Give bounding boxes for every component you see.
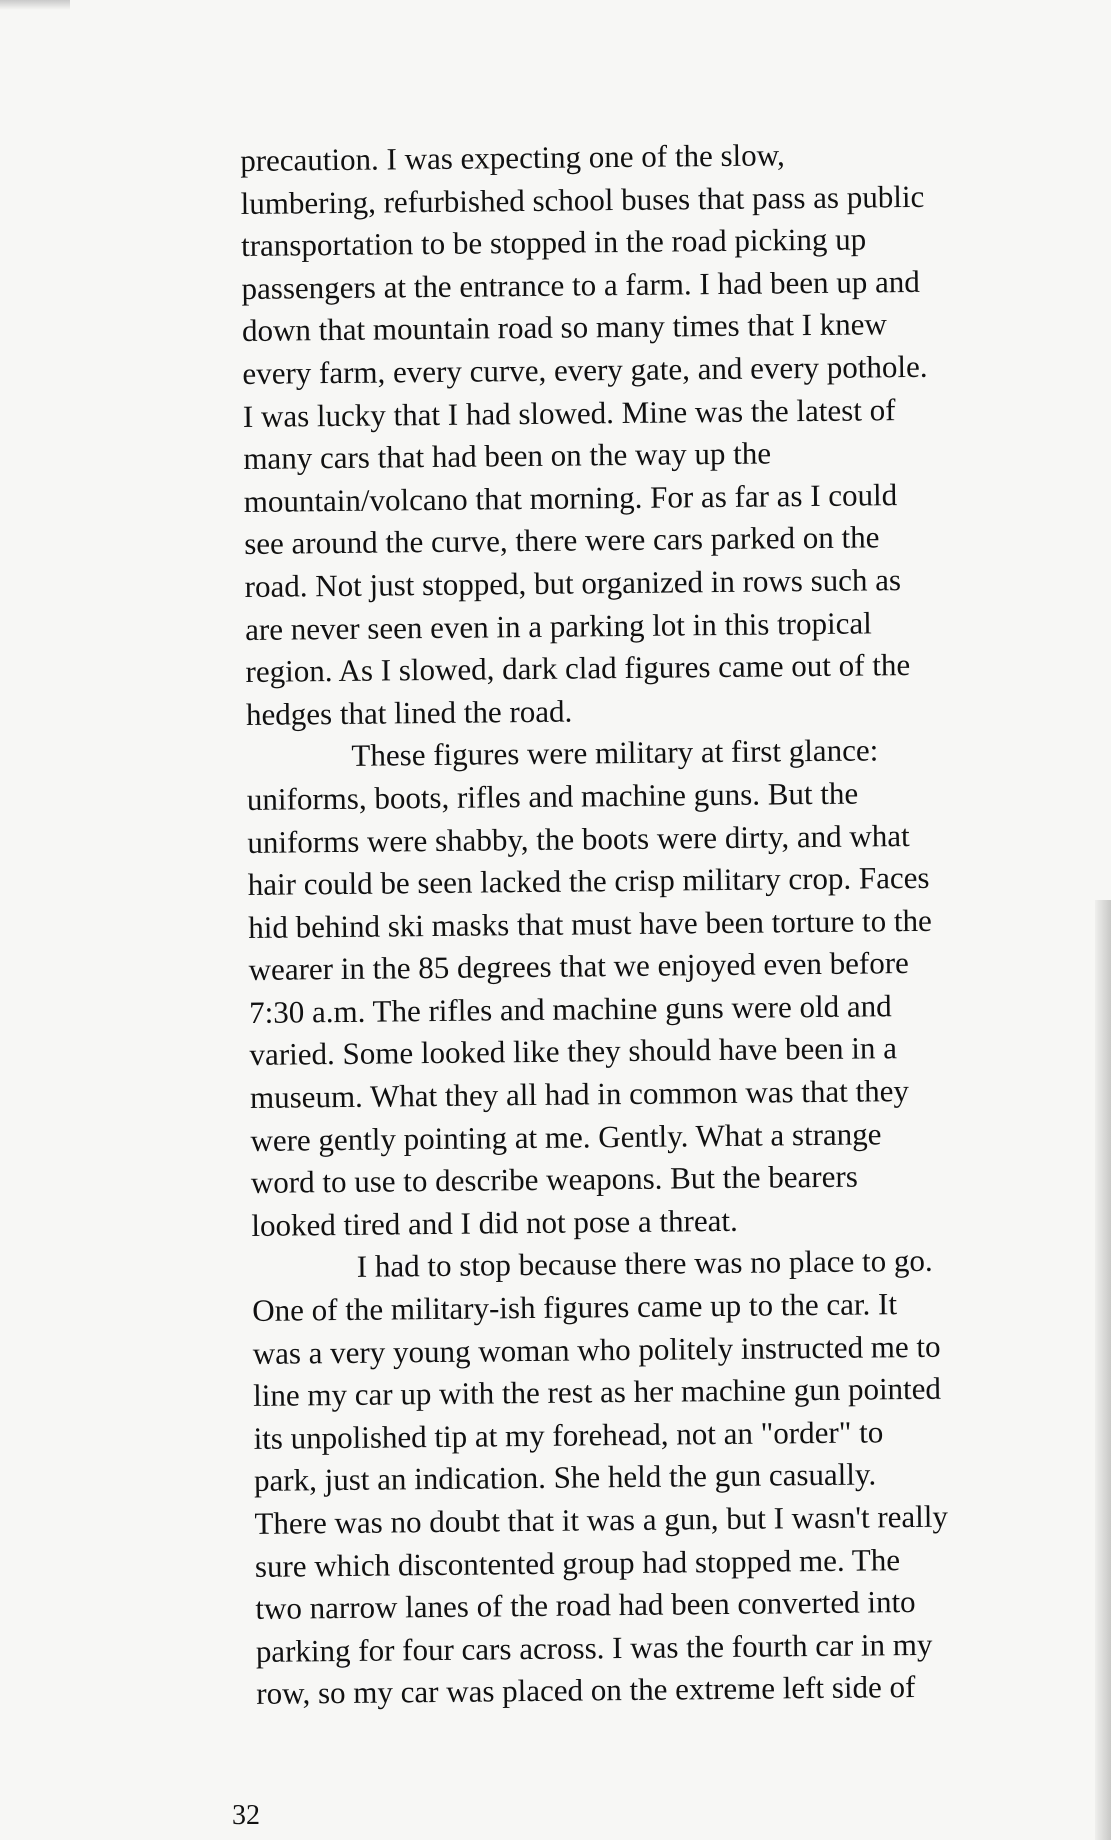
text-line: varied. Some looked like they should have been in a bbox=[249, 1030, 898, 1073]
text-line: museum. What they all had in common was that they bbox=[249, 1073, 910, 1116]
page-corner-shadow bbox=[0, 0, 70, 10]
text-line: uniforms, boots, rifles and machine guns. But the bbox=[246, 775, 859, 817]
text-line: passengers at the entrance to a farm. I had been up and bbox=[241, 263, 920, 306]
text-line: hid behind ski masks that must have been torture to the bbox=[248, 902, 932, 945]
text-line: uniforms were shabby, the boots were dirty, and what bbox=[247, 817, 910, 860]
text-line: were gently pointing at me. Gently. What a strange bbox=[250, 1115, 882, 1158]
text-line: every farm, every curve, every gate, and every pothole. bbox=[242, 348, 928, 391]
text-line: wearer in the 85 degrees that we enjoyed even before bbox=[248, 945, 910, 988]
page-edge-shadow bbox=[1095, 900, 1111, 1840]
paragraph-first-line: These figures were military at first glance: bbox=[351, 732, 879, 774]
body-text bbox=[240, 132, 1056, 1716]
text-line: hedges that lined the road. bbox=[245, 693, 573, 732]
text-line: sure which discontented group had stopped me. The bbox=[254, 1541, 901, 1584]
text-line: two narrow lanes of the road had been converted into bbox=[255, 1584, 916, 1627]
text-line: line my car up with the rest as her machine gun pointed bbox=[252, 1370, 942, 1414]
text-line: see around the curve, there were cars parked on the bbox=[244, 519, 880, 562]
text-line: row, so my car was placed on the extreme left side of bbox=[256, 1669, 916, 1712]
page-number: 32 bbox=[232, 1800, 260, 1831]
text-line: its unpolished tip at my forehead, not an "order" to bbox=[253, 1414, 884, 1456]
text-line: looked tired and I did not pose a threat. bbox=[251, 1202, 738, 1243]
text-line: 7:30 a.m. The rifles and machine guns were old and bbox=[248, 988, 892, 1030]
text-line: One of the military-ish figures came up to the car. It bbox=[252, 1286, 898, 1328]
paragraph-first-line: I had to stop because there was no place to go. bbox=[356, 1243, 933, 1285]
text-line: region. As I slowed, dark clad figures came out of the bbox=[245, 647, 911, 690]
text-line: I was lucky that I had slowed. Mine was the latest of bbox=[242, 391, 896, 434]
text-line: was a very young woman who politely instructed me to bbox=[252, 1328, 941, 1371]
text-line: mountain/volcano that morning. For as far as I could bbox=[243, 476, 898, 519]
text-line: down that mountain road so many times that I knew bbox=[241, 306, 888, 349]
text-line: parking for four cars across. I was the fourth car in my bbox=[255, 1626, 933, 1669]
text-line: precaution. I was expecting one of the slow, bbox=[240, 137, 785, 178]
text-line: lumbering, refurbished school buses that pass as public bbox=[240, 178, 925, 221]
text-line: road. Not just stopped, but organized in rows such as bbox=[244, 562, 902, 604]
text-line: word to use to describe weapons. But the bearers bbox=[250, 1158, 858, 1201]
text-line: park, just an indication. She held the gun casually. bbox=[253, 1456, 877, 1499]
text-line: many cars that had been on the way up the bbox=[243, 435, 772, 477]
text-line: are never seen even in a parking lot in this tropical bbox=[244, 604, 872, 647]
text-line: There was no doubt that it was a gun, but I wasn't really bbox=[254, 1498, 949, 1541]
text-line: hair could be seen lacked the crisp military crop. Faces bbox=[247, 859, 930, 903]
text-line: transportation to be stopped in the road picking up bbox=[240, 221, 867, 264]
